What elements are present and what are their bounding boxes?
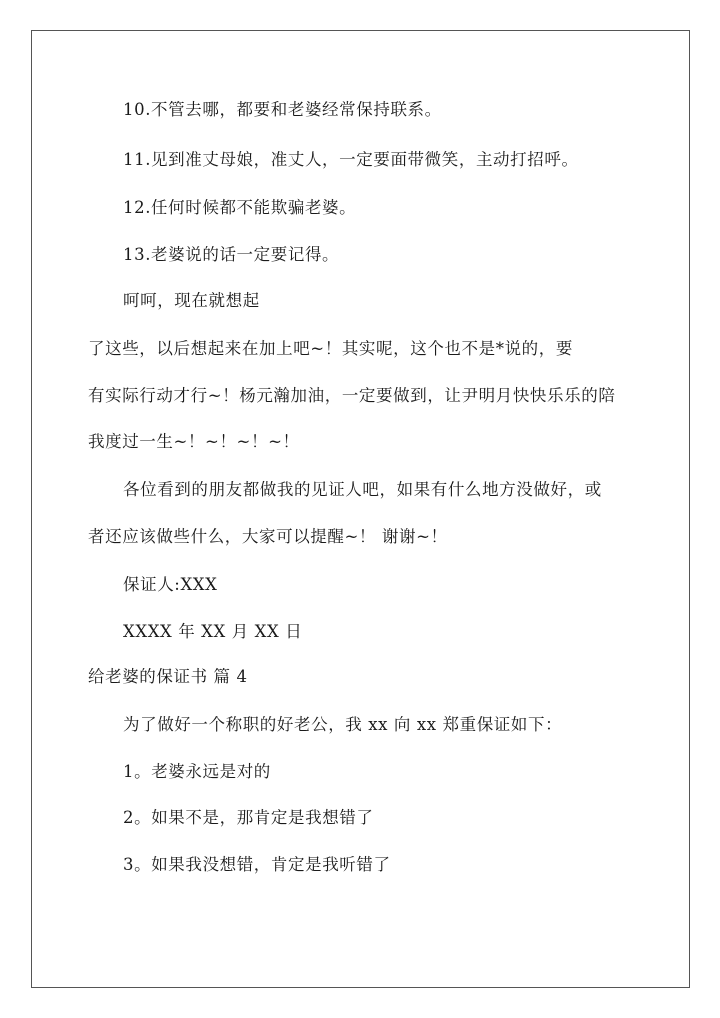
list-item-12: 12.任何时候都不能欺骗老婆。 (123, 198, 357, 217)
list-item-2: 2。如果不是，那肯定是我想错了 (123, 808, 374, 827)
paragraph-line: 各位看到的朋友都做我的见证人吧，如果有什么地方没做好，或 (123, 480, 602, 499)
section-heading: 给老婆的保证书 篇 4 (88, 667, 248, 686)
guarantor-line: 保证人:XXX (123, 575, 218, 594)
list-item-3: 3。如果我没想错，肯定是我听错了 (123, 855, 391, 874)
list-item-13: 13.老婆说的话一定要记得。 (123, 245, 340, 264)
paragraph-line: 了这些，以后想起来在加上吧~！其实呢，这个也不是*说的，要 (88, 339, 573, 358)
paragraph-line: 呵呵，现在就想起 (123, 291, 260, 310)
paragraph-line: 为了做好一个称职的好老公，我 xx 向 xx 郑重保证如下： (123, 715, 563, 734)
paragraph-line: 有实际行动才行~！杨元瀚加油，一定要做到，让尹明月快快乐乐的陪 (88, 386, 616, 405)
paragraph-line: 我度过一生~！~！~！~！ (88, 432, 300, 451)
list-item-10: 10.不管去哪，都要和老婆经常保持联系。 (123, 100, 442, 119)
list-item-1: 1。老婆永远是对的 (123, 762, 271, 781)
list-item-11: 11.见到准丈母娘，准丈人，一定要面带微笑，主动打招呼。 (123, 150, 579, 169)
paragraph-line: 者还应该做些什么，大家可以提醒~！ 谢谢~！ (88, 527, 448, 546)
date-line: XXXX 年 XX 月 XX 日 (123, 622, 303, 641)
